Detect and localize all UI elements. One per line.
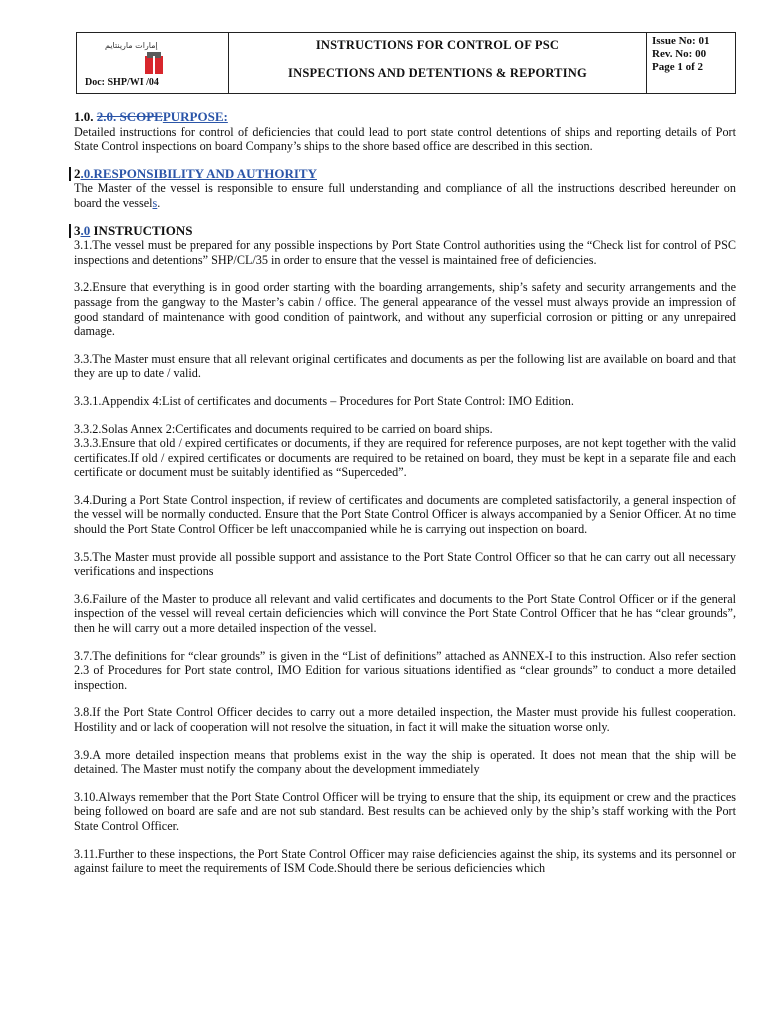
document-body <box>74 110 736 876</box>
para-3-3-1: 3.3.1.Appendix 4:List of certificates and documents – Procedures for Port State Control: IMO Edition. <box>74 393 574 408</box>
section-2-text-end: . <box>157 195 161 210</box>
page-number: Page 1 of 2 <box>652 61 704 73</box>
section-2-number: 2 <box>74 165 81 181</box>
para-3-6: 3.6.Failure of the Master to produce all relevant and valid certificates and documents to the Port State Control Officer or if the general inspection of the vessel will reveal certain deficiencies which will convince the Port State Control Officer that he has “clear grounds”, then he will carry out a more detailed inspection of the vessel. <box>74 591 736 636</box>
section-1-text: Detailed instructions for control of deficiencies that could lead to port state control detentions of ships and reporting details of Port State Control inspections on board Company’s ships to the shore based office are described in this section. <box>74 124 736 154</box>
para-3-5: 3.5.The Master must provide all possible support and assistance to the Port State Control Officer so that he can carry out all necessary verifications and inspections <box>74 549 736 579</box>
section-1-number: 1.0. <box>74 109 94 124</box>
document-title-line1: INSTRUCTIONS FOR CONTROL OF PSC <box>315 38 560 52</box>
section-3-heading <box>69 224 736 239</box>
meta-cell <box>647 33 735 93</box>
para-3-3-2: 3.3.2.Solas Annex 2:Certificates and documents required to be carried on board ships. <box>74 421 493 436</box>
document-number: Doc: SHP/WI /04 <box>85 77 159 88</box>
para-3-4: 3.4.During a Port State Control inspection, if review of certificates and documents are completed satisfactorily, a general inspection of the vessel will be normally conducted. Ensure that the Port State Control Officer is always accompanied by a Senior Officer. At no time should the Port State Control Officer be left unaccompanied while he is carrying out inspection on board. <box>74 492 736 537</box>
revision-number: Rev. No: 00 <box>652 48 707 60</box>
para-3-3: 3.3.The Master must ensure that all relevant original certificates and documents as per the following list are available on board and that they are up to date / valid. <box>74 351 736 381</box>
para-3-1: 3.1.The vessel must be prepared for any possible inspections by Port State Control authorities using the “Check list for control of PSC inspections and detentions” SHP/CL/35 in order to ensure that the vessel is maintained free of deficiencies. <box>74 238 736 267</box>
section-2-title: .0.RESPONSIBILITY AND AUTHORITY <box>80 165 317 181</box>
logo-cell <box>77 33 229 93</box>
section-2-heading <box>69 167 736 182</box>
section-2-text-insert: s <box>152 195 158 210</box>
section-1-inserted-title: PURPOSE: <box>162 109 228 124</box>
section-3-number: 3 <box>74 222 81 238</box>
section-3-number-insert: .0 <box>80 222 91 238</box>
section-3-title: INSTRUCTIONS <box>90 222 193 238</box>
document-title-line2: INSPECTIONS AND DETENTIONS & REPORTING <box>288 66 587 80</box>
document-header <box>76 32 736 94</box>
section-2-text-main: The Master of the vessel is responsible to ensure full understanding and compliance of all the instructions described hereunder on board the vessel <box>74 181 736 210</box>
para-3-11: 3.11.Further to these inspections, the Port State Control Officer may raise deficiencies against the ship, its systems and its personnel or against failure to meet the requirements of ISM Code.Should there be serious deficiencies which <box>74 846 736 876</box>
section-1-deleted-text: 2.0. SCOPE <box>96 109 163 124</box>
para-3-8: 3.8.If the Port State Control Officer decides to carry out a more detailed inspection, the Master must provide his fullest cooperation. Hostility and or lack of cooperation will not resolve the situation, in fact it will make the situation worse only. <box>74 705 736 734</box>
para-3-3-3: 3.3.3.Ensure that old / expired certificates or documents, if they are required for reference purposes, are not kept together with the valid certificates.If old / expired certificates or documents are required to be retained on board, they must be kept in a separate file and each certificate or document must be suitably identified as “Superceded”. <box>74 436 736 480</box>
company-logo-text: إمارات مارينتايم <box>105 41 158 50</box>
para-3-9: 3.9.A more detailed inspection means that problems exist in the way the ship is operated. It does not mean that the ship will be detained. The Master must notify the company about the development immediately <box>74 747 736 777</box>
para-3-2: 3.2.Ensure that everything is in good order starting with the boarding arrangements, ship’s safety and security arrangements and the passage from the gangway to the Master’s cabin / office. The general appearance of the vessel must always provide an impression of good standard of maintenance with good condition of paintwork, and without any superficial corrosion or pitting or any unrepaired damage. <box>74 280 736 339</box>
title-cell <box>229 33 647 93</box>
para-3-7: 3.7.The definitions for “clear grounds” is given in the “List of definitions” attached as ANNEX-I to this instruction. Also refer section 2.3 of Procedures for Port state control, IMO Edition for various situations identified as “clear grounds” to conduct a more detailed inspection. <box>74 648 736 692</box>
section-2-text <box>74 181 736 210</box>
section-1-heading <box>74 110 736 125</box>
para-3-10: 3.10.Always remember that the Port State Control Officer will be trying to ensure that the ship, its equipment or crew and the practices being followed on board are safe and are not sub standard. Best results can be achieved only by the ship’s staff working with the Port State Control Officer. <box>74 789 736 833</box>
issue-number: Issue No: 01 <box>652 35 710 47</box>
company-logo-icon <box>143 50 165 76</box>
